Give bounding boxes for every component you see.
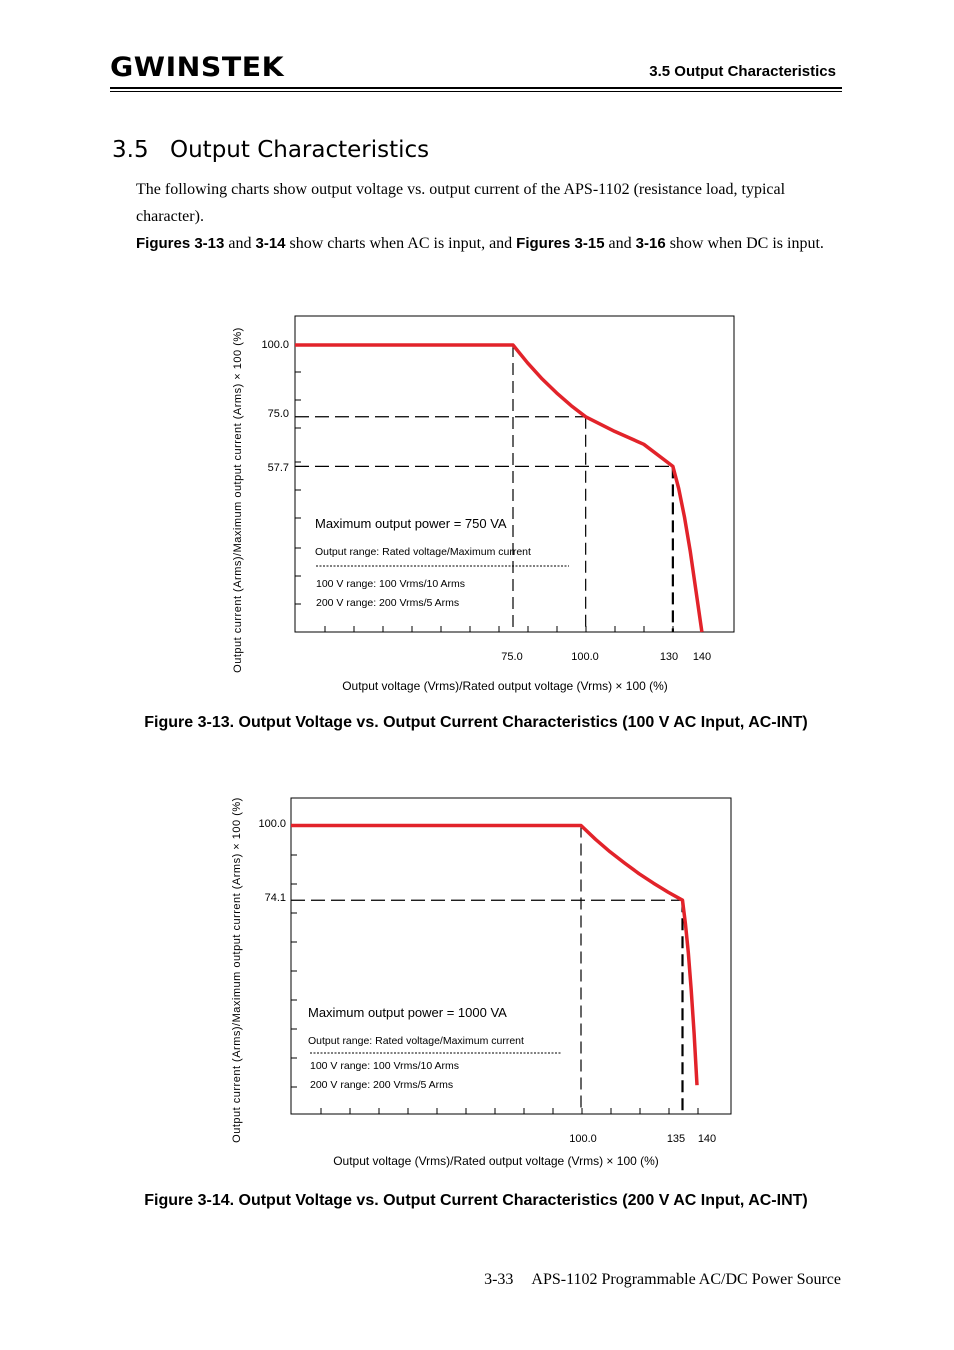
chart-3-14-xtick-100: 100.0 bbox=[569, 1133, 597, 1145]
chart-3-13-xlabel: Output voltage (Vrms)/Rated output voltage (Vrms) × 100 (%) bbox=[342, 679, 668, 693]
chart-3-14-range-200v: 200 V range: 200 Vrms/5 Arms bbox=[310, 1079, 454, 1091]
intro-paragraph-1: The following charts show output voltage vs. output current of the APS-1102 (resistance load, typical character). bbox=[136, 181, 786, 225]
figure-caption-3-13: Figure 3-13. Output Voltage vs. Output Current Characteristics (100 V AC Input, AC-INT) bbox=[144, 714, 808, 731]
chart-3-13-range-100v: 100 V range: 100 Vrms/10 Arms bbox=[316, 578, 466, 590]
p2-mid: show charts when AC is input, and bbox=[285, 235, 517, 252]
chart-3-14-xtick-135: 135 bbox=[666, 1133, 686, 1145]
chart-3-13-xtick-75: 75.0 bbox=[501, 651, 523, 663]
figure-ref-3-13: Figures 3-13 bbox=[136, 235, 225, 252]
chart-3-13-range-200v: 200 V range: 200 Vrms/5 Arms bbox=[316, 597, 460, 609]
chart-3-13-xtick-140: 140 bbox=[692, 651, 712, 663]
chart-3-14-ticks bbox=[291, 855, 698, 1114]
chart-3-13-xtick-100: 100.0 bbox=[571, 651, 599, 663]
chart-3-13-power-note: Maximum output power = 750 VA bbox=[315, 516, 507, 531]
page-footer bbox=[484, 1271, 841, 1289]
figure-ref-3-16: 3-16 bbox=[635, 235, 666, 252]
gwinstek-logo: GWINSTEK bbox=[110, 52, 285, 83]
section-title-text: Output Characteristics bbox=[170, 137, 430, 163]
chart-3-13-ytick-75: 75.0 bbox=[267, 408, 289, 420]
chart-3-14-xtick-140: 140 bbox=[697, 1133, 717, 1145]
chart-3-14-ytick-100: 100.0 bbox=[258, 818, 286, 830]
figure-ref-3-14: 3-14 bbox=[255, 235, 286, 252]
chart-3-14-range-header: Output range: Rated voltage/Maximum current bbox=[308, 1035, 524, 1047]
chart-3-13-ticks bbox=[295, 372, 702, 632]
figure-ref-3-15: Figures 3-15 bbox=[516, 235, 605, 252]
section-number: 3.5 bbox=[112, 137, 149, 163]
footer-product: APS-1102 Programmable AC/DC Power Source bbox=[531, 1271, 841, 1288]
chart-3-13-xtick-130: 130 bbox=[659, 651, 679, 663]
chart-3-14-range-100v: 100 V range: 100 Vrms/10 Arms bbox=[310, 1060, 460, 1072]
chart-3-14-power-note: Maximum output power = 1000 VA bbox=[308, 1005, 507, 1020]
p2-and2: and bbox=[604, 235, 636, 252]
chart-3-14-group bbox=[231, 797, 731, 1168]
figure-caption-3-14: Figure 3-14. Output Voltage vs. Output Current Characteristics (200 V AC Input, AC-INT) bbox=[144, 1192, 808, 1209]
page-number: 3-33 bbox=[484, 1271, 514, 1288]
header-section-title: 3.5 Output Characteristics bbox=[649, 63, 836, 80]
chart-3-13-ylabel: Output current (Arms)/Maximum output current (Arms) × 100 (%) bbox=[232, 327, 244, 673]
p2-end: show when DC is input. bbox=[665, 235, 824, 252]
chart-3-13-group bbox=[232, 316, 734, 693]
chart-3-14-xlabel: Output voltage (Vrms)/Rated output voltage (Vrms) × 100 (%) bbox=[333, 1154, 659, 1168]
chart-3-13-ytick-57: 57.7 bbox=[267, 462, 289, 474]
chart-3-13-ytick-100: 100.0 bbox=[261, 339, 289, 351]
chart-3-13-range-header: Output range: Rated voltage/Maximum current bbox=[315, 546, 531, 558]
p2-and1: and bbox=[224, 235, 256, 252]
chart-3-14-ytick-74: 74.1 bbox=[264, 892, 286, 904]
chart-3-14-ylabel: Output current (Arms)/Maximum output current (Arms) × 100 (%) bbox=[231, 797, 243, 1143]
